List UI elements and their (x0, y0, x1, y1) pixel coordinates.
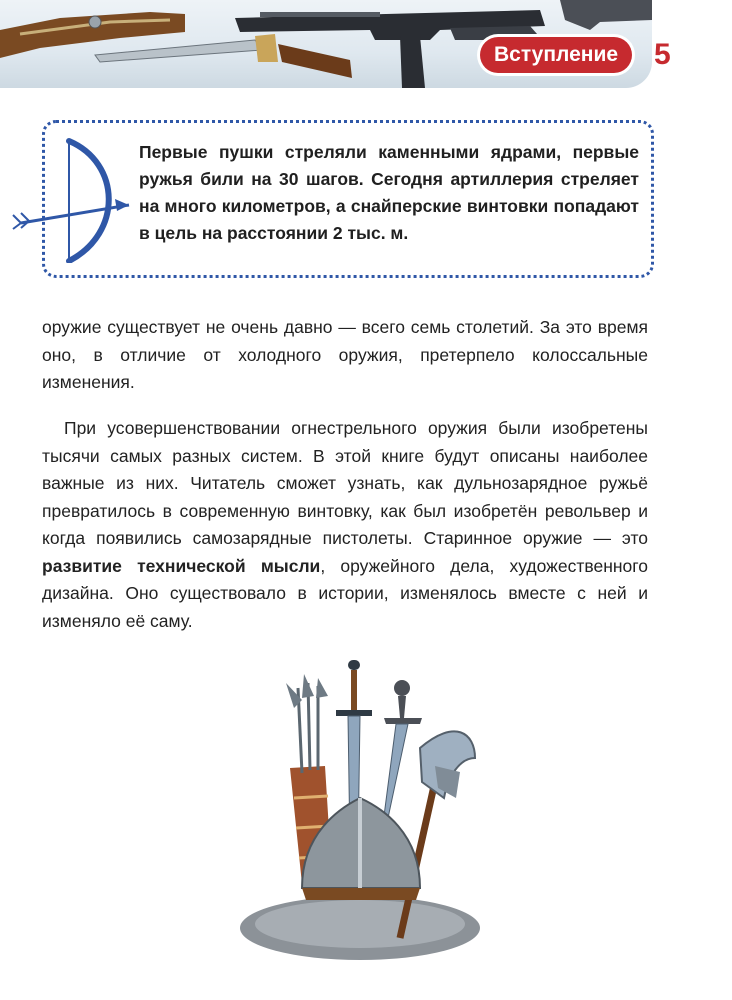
page-number: 5 (654, 38, 671, 71)
paragraph-2-emphasis: развитие технической мысли (42, 555, 321, 576)
fact-text: Первые пушки стреляли каменными ядрами, первые ружья били на 30 шагов. Сегодня артиллерия стреляет на много километров, а снайперские винтовки попадают в цель на расстоянии 2 тыс. м. (139, 142, 639, 243)
bow-and-arrow-icon (11, 133, 141, 263)
header-banner (0, 0, 732, 90)
medieval-weapons-icon (210, 648, 510, 978)
medieval-weapons-illustration (210, 648, 510, 978)
paragraph-2-text-start: При усовершенствовании огнестрельного оружия были изобретены тысячи самых разных систем. В этой книге будут описаны наиболее важные из них. Читатель сможет узнать, как дульнозарядное ружьё превратилось в современную винтовку, как был изобретён револьвер и когда появились самозарядные пистолеты. Старинное оружие — это (42, 418, 648, 548)
paragraph-2-text-end: , оружейного дела, художественного дизайна. Оно существовало в истории, изменялось вместе с ней и изменяло её саму. (42, 555, 649, 631)
fact-box (42, 120, 654, 278)
paragraph-1: оружие существует не очень давно — всего семь столетий. За это время оно, в отличие от холодного оружия, претерпело колоссальные изменения. (42, 317, 648, 392)
section-title: Вступление (480, 37, 632, 73)
paragraph-2 (42, 415, 648, 635)
